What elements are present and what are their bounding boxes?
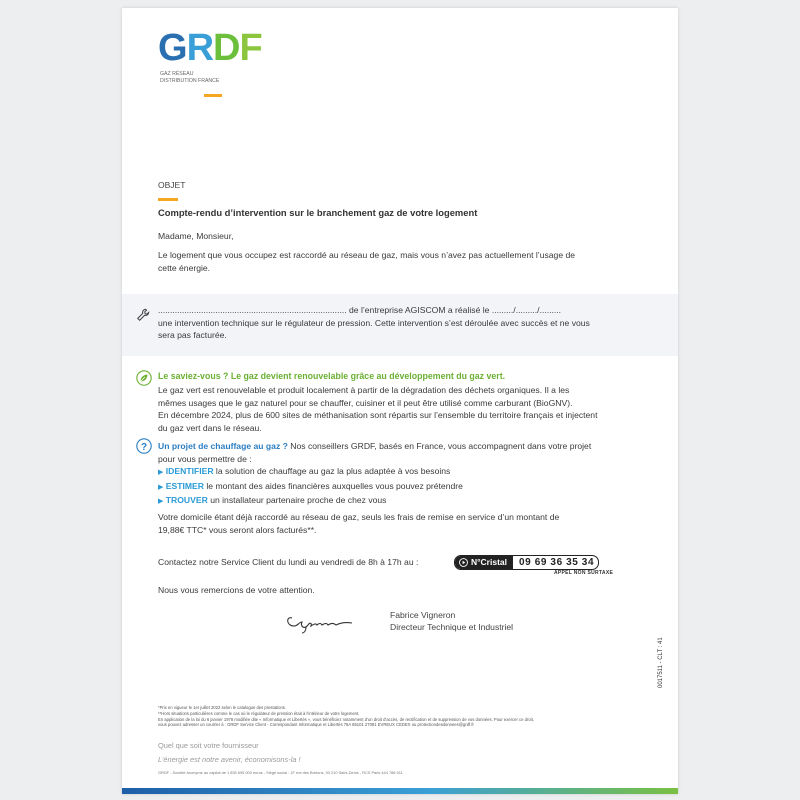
- intro-paragraph: Le logement que vous occupez est raccordé au réseau de gaz, mais vous n’avez pas actuellement l’usage de cette énergie.: [158, 250, 576, 273]
- salutation: Madame, Monsieur,: [158, 231, 234, 241]
- logo-subtitle: GAZ RÉSEAU DISTRIBUTION FRANCE: [160, 71, 220, 84]
- objet-label: OBJET: [158, 180, 186, 190]
- green-gas-title: Le saviez-vous ? Le gaz devient renouvelable grâce au développement du gaz vert.: [158, 371, 506, 381]
- intervention-paragraph: ............................................................................... de l’entreprise AGISCOM a réalisé le ........./........./......... une intervention technique sur le régulateur de pression. Cette intervention s’est déroulée avec succès et ne vous sera pas facturée.: [158, 305, 590, 341]
- question-icon: [136, 438, 152, 454]
- cristal-phone-badge: N°Cristal 09 69 36 35 34: [454, 555, 599, 570]
- letter-subject: Compte-rendu d’intervention sur le branchement gaz de votre logement: [158, 207, 478, 218]
- footer-color-stripe: [122, 788, 678, 794]
- arrow-right-icon: ▶: [158, 498, 164, 506]
- phone-number: 09 69 36 35 34: [519, 557, 595, 568]
- logo-accent-bar: [204, 94, 222, 97]
- arrow-right-icon: ▶: [158, 483, 164, 491]
- play-icon: [459, 558, 468, 567]
- arrow-right-icon: ▶: [158, 469, 164, 477]
- svg-text:?: ?: [140, 441, 148, 453]
- wrench-icon: [136, 308, 150, 322]
- signer-block: [390, 610, 513, 633]
- objet-accent-bar: [158, 198, 178, 201]
- grdf-logo: GRDF: [158, 27, 262, 69]
- green-gas-paragraph: Le gaz vert est renouvelable et produit localement à partir de la dégradation des déchets organiques. Il a les mêmes usages que le gaz naturel pour se chauffer, cuisiner et il peut être utilisé comme carburant (BioGNV). En décembre 2024, plus de 600 sites de méthanisation sont répartis sur l’ensemble du territoire français et injectent du gaz vert dans le réseau.: [158, 385, 598, 433]
- document-reference: 0017511 - CLT : 41: [658, 637, 664, 688]
- project-title: Un projet de chauffage au gaz ?: [158, 441, 288, 451]
- signer-title: Directeur Technique et Industriel: [390, 621, 514, 632]
- legal-mention: GRDF - Société Anonyme au capital de 1 835 695 000 euros - Siège social : 1F rue des Bretons, 93 210 Saint-Denis - RCS Paris 444 786 511: [158, 770, 403, 775]
- bullet-item: ▶ TROUVER un installateur partenaire proche de chez vous: [158, 495, 387, 506]
- signature-image: [282, 606, 368, 636]
- cristal-note: APPEL NON SURTAXE: [554, 570, 614, 576]
- letter-page: [122, 8, 678, 794]
- signer-name: Fabrice Vigneron: [390, 610, 456, 620]
- contact-text: Contactez notre Service Client du lundi au vendredi de 8h à 17h au :: [158, 557, 419, 567]
- leaf-icon: [136, 370, 152, 386]
- bullet-item: ▶ ESTIMER le montant des aides financières auxquelles vous pouvez prétendre: [158, 480, 463, 491]
- thanks-text: Nous vous remercions de votre attention.: [158, 585, 315, 595]
- bullet-item: ▶ IDENTIFIER la solution de chauffage au gaz la plus adaptée à vos besoins: [158, 466, 451, 477]
- tagline-energy: L’énergie est notre avenir, économisons-la !: [158, 755, 301, 764]
- project-paragraph: Un projet de chauffage au gaz ? Nos conseillers GRDF, basés en France, vous accompagnent dans votre projet pour vous permettre de : ▶ IDENTIFIER la solution de chauffage au gaz la plus adaptée à vos besoins ▶ ESTIMER le montant des aides financières auxquelles vous pouvez prétendre ▶ TROUVER un installateur partenaire proche de chez vous: [158, 440, 591, 509]
- tagline-supplier: Quel que soit votre fournisseur: [158, 741, 259, 750]
- footer-notes: *Prix en vigueur le 1er juillet 2022 selon le catalogue des prestations. **Hors situations particulières comme le cas où le régulateur de pression était à l’intérieur de votre logement. En application de la loi du 6 janvier 1978 modifiée dite « Informatique et Libertés », vous bénéficiez notamment d’un droit d’accès, de rectification et de suppression de vos données. Pour exercer ce droit, vous pouvez adresser un courrier à : GRDF Service Client - Correspondant Informatique et Libertés 75A 85101 27091 EVREUX CEDEX ou protectiondesdonnees@grdf.fr: [158, 705, 534, 728]
- fees-paragraph: Votre domicile étant déjà raccordé au réseau de gaz, seuls les frais de remise en service d’un montant de 19,88€ TTC* vous seront alors facturés**.: [158, 512, 560, 535]
